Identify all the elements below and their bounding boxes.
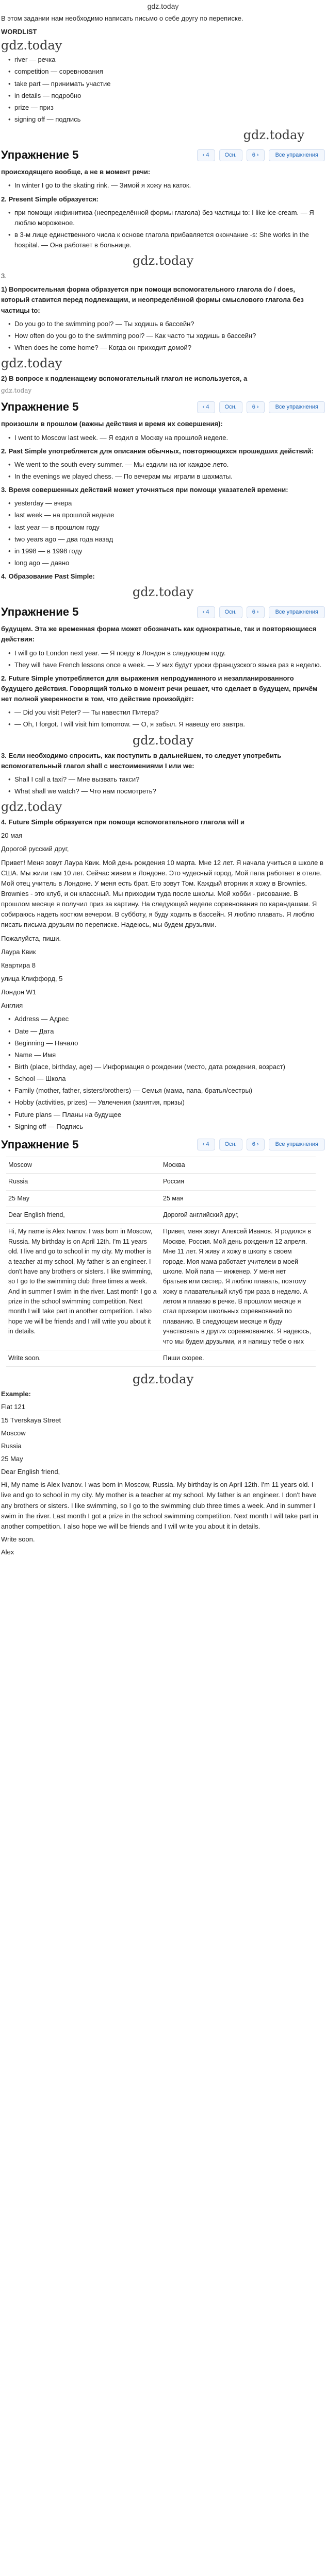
list-item: • Shall I call a taxi? — Мне вызвать такси? xyxy=(8,774,325,785)
section-lead: будущем. Эта же временная форма может обозначать как однократные, так и повторяющиеся действия: xyxy=(1,625,317,643)
exercise-nav-bar xyxy=(1,146,325,164)
address-line: Moscow xyxy=(1,1429,26,1437)
list-item: • Birth (place, birthday, age) — Информация о рождении (место, дата рождения, возраст) xyxy=(8,1062,325,1072)
table-row xyxy=(6,1174,316,1190)
table-cell-en: Write soon. xyxy=(6,1350,161,1366)
table-cell-en: Moscow xyxy=(6,1157,161,1173)
list-item: • I will go to London next year. — Я поеду в Лондон в следующем году. xyxy=(8,648,325,658)
table-cell-en: Hi, My name is Alex Ivanov. I was born in Moscow, Russia. My birthday is on April 12th. I'm 11 years old. I live and go to school in my city. My mother is a teacher at my school, My father is an engineer. I don't have any brothers or sisters. I like swimming, so I go to the swimming club three times a week. And in summer I swim in the river. Last month I go a prize in the school swimming competition. Next month I will take part in another competition. I also hope we will be friends and I will write you about it in details. xyxy=(6,1224,161,1350)
next-exercise-button[interactable]: 6 › xyxy=(247,606,265,618)
prev-exercise-button[interactable]: ‹ 4 xyxy=(197,401,215,413)
all-exercises-button[interactable]: Все упражнения xyxy=(269,1139,325,1150)
table-cell-en: 25 May xyxy=(6,1190,161,1207)
list-item: • signing off — подпись xyxy=(8,114,325,125)
site-header: gdz.today xyxy=(147,2,179,10)
list-item: • long ago — давно xyxy=(8,558,325,568)
prev-exercise-button[interactable]: ‹ 4 xyxy=(197,1139,215,1150)
prev-exercise-button[interactable]: ‹ 4 xyxy=(197,149,215,161)
example-list xyxy=(1,648,325,670)
example-list xyxy=(1,774,325,796)
letter-date: 25 May xyxy=(1,1455,23,1463)
table-cell-ru: Пиши скорее. xyxy=(161,1350,316,1366)
table-cell-en: Dear English friend, xyxy=(6,1207,161,1224)
section-lead: происходящего вообще, а не в момент речи: xyxy=(1,168,151,176)
list-item: • Address — Адрес xyxy=(8,1014,325,1024)
list-item: • Date — Дата xyxy=(8,1026,325,1037)
table-cell-en: Russia xyxy=(6,1174,161,1190)
list-item: • last year — в прошлом году xyxy=(8,522,325,533)
table-row xyxy=(6,1350,316,1366)
main-exercise-button[interactable]: Осн. xyxy=(219,606,242,618)
example-list xyxy=(1,498,325,568)
exercise-nav xyxy=(197,149,325,161)
wordlist-label: WORDLIST xyxy=(1,28,37,36)
next-exercise-button[interactable]: 6 › xyxy=(247,1139,265,1150)
watermark: gdz.today xyxy=(132,253,194,268)
exercise-title: Упражнение 5 xyxy=(1,1138,79,1151)
list-item: • When does he come home? — Когда он приходит домой? xyxy=(8,343,325,353)
wordlist xyxy=(1,55,325,125)
rule-paragraph: 4. Образование Past Simple: xyxy=(1,572,95,581)
exercise-nav-bar xyxy=(1,398,325,416)
watermark: gdz.today xyxy=(132,733,194,748)
letter-body: Hi, My name is Alex Ivanov. I was born in Moscow, Russia. My birthday is on April 12th. I'm 11 years old. I live and go to school in my city. My mother is a teacher at my school. My father is an engineer. I don't have any brothers or sisters. I like swimming, so I go to the swimming club three times a week. And in summer I swim in the river. Last month I got a prize in the school swimming competition. Next month I will take part in another competition. I also hope we will be friends and I will write you about it in details. xyxy=(1,1481,318,1530)
list-item: • Name — Имя xyxy=(8,1050,325,1060)
section-lead: произошли в прошлом (важны действия и время их совершения): xyxy=(1,420,223,428)
main-exercise-button[interactable]: Осн. xyxy=(219,401,242,413)
letter-date: 20 мая xyxy=(1,832,23,840)
list-item: • They will have French lessons once a week. — У них будут уроки французского языка раз в неделю. xyxy=(8,660,325,670)
table-row xyxy=(6,1190,316,1207)
prev-exercise-button[interactable]: ‹ 4 xyxy=(197,606,215,618)
watermark: gdz.today xyxy=(1,38,62,53)
table-cell-ru: Привет, меня зовут Алексей Иванов. Я родился в Москве, Россия. Мой день рождения 12 апреля. Мне 11 лет. Я живу и хожу в школу в своем городе. Моя мама работает учителем в моей школе. Мой папа — инженер. У меня нет братьев или сестер. Я люблю плавать, поэтому хожу в плавательный клуб три раза в неделю. А летом я плаваю в речке. В прошлом месяце я стал призером школьных соревнований по плаванию. В следующем месяце я буду участвовать в других соревнованиях. Я надеюсь, что мы будем друзьями, и я напишу тебе о них xyxy=(161,1224,316,1350)
example-list xyxy=(1,208,325,251)
exercise-title: Упражнение 5 xyxy=(1,605,79,619)
address-line: Russia xyxy=(1,1442,22,1450)
table-cell-ru: Москва xyxy=(161,1157,316,1173)
list-item: • take part — принимать участие xyxy=(8,79,325,89)
list-item: • School — Школа xyxy=(8,1074,325,1084)
example-list xyxy=(1,319,325,353)
list-item: • prize — приз xyxy=(8,103,325,113)
address-line: улица Клиффорд, 5 xyxy=(1,975,63,982)
rule-paragraph: 2. Present Simple образуется: xyxy=(1,195,99,203)
all-exercises-button[interactable]: Все упражнения xyxy=(269,401,325,413)
main-exercise-button[interactable]: Осн. xyxy=(219,1139,242,1150)
list-item: • We went to the south every summer. — Мы ездили на юг каждое лето. xyxy=(8,460,325,470)
letter-parts-list xyxy=(1,1014,325,1131)
table-cell-ru: Дорогой английский друг, xyxy=(161,1207,316,1224)
list-item: • two years ago — два года назад xyxy=(8,534,325,545)
intro-text: В этом задании нам необходимо написать письмо о себе другу по переписке. xyxy=(1,14,243,22)
watermark: gdz.today xyxy=(1,800,62,815)
letter-translation-table xyxy=(6,1157,316,1367)
list-item: • What shall we watch? — Что нам посмотреть? xyxy=(8,786,325,796)
exercise-title: Упражнение 5 xyxy=(1,400,79,414)
example-label: Example: xyxy=(1,1390,31,1398)
letter-closing: Write soon. xyxy=(1,1535,35,1543)
address-line: Flat 121 xyxy=(1,1403,25,1411)
exercise-nav xyxy=(197,1139,325,1150)
table-cell-ru: Россия xyxy=(161,1174,316,1190)
list-item: • In winter I go to the skating rink. — Зимой я хожу на каток. xyxy=(8,180,325,191)
rule-paragraph: 3. Время совершенных действий может уточняться при помощи указателей времени: xyxy=(1,486,288,494)
rule-paragraph: 2. Past Simple употребляется для описания обычных, повторяющихся прошедших действий: xyxy=(1,447,314,455)
watermark: gdz.today xyxy=(132,585,194,600)
all-exercises-button[interactable]: Все упражнения xyxy=(269,606,325,618)
watermark: gdz.today xyxy=(132,1372,194,1387)
list-item: • river — речка xyxy=(8,55,325,65)
list-item: • Signing off — Подпись xyxy=(8,1122,325,1132)
watermark: gdz.today xyxy=(1,356,62,371)
address-line: Англия xyxy=(1,1002,23,1010)
table-row xyxy=(6,1157,316,1173)
list-item: • How often do you go to the swimming pool? — Как часто ты ходишь в бассейн? xyxy=(8,331,325,341)
exercise-nav-bar xyxy=(1,603,325,621)
table-row xyxy=(6,1224,316,1350)
example-list xyxy=(1,433,325,443)
exercise-nav xyxy=(197,606,325,618)
list-item: • в 3-м лице единственного числа к основе глагола прибавляется окончание -s: She works in the hospital. — Она работает в больнице. xyxy=(8,230,325,250)
address-line: Лондон W1 xyxy=(1,988,37,996)
next-exercise-button[interactable]: 6 › xyxy=(247,401,265,413)
next-exercise-button[interactable]: 6 › xyxy=(247,149,265,161)
table-row xyxy=(6,1207,316,1224)
exercise-nav xyxy=(197,401,325,413)
all-exercises-button[interactable]: Все упражнения xyxy=(269,149,325,161)
address-line: Квартира 8 xyxy=(1,961,36,969)
list-item: • при помощи инфинитива (неопределённой формы глагола) без частицы to: I like ice-cream. — Я люблю мороженое. xyxy=(8,208,325,228)
list-item: • in details — подробно xyxy=(8,91,325,101)
example-list xyxy=(1,180,325,191)
letter-greeting: Dear English friend, xyxy=(1,1468,60,1476)
letter-signature: Alex xyxy=(1,1548,14,1556)
address-line: 15 Tverskaya Street xyxy=(1,1416,61,1424)
table-cell-ru: 25 мая xyxy=(161,1190,316,1207)
letter-closing: Пожалуйста, пиши. xyxy=(1,934,61,942)
exercise-nav-bar xyxy=(1,1136,325,1154)
list-item: • last week — на прошлой неделе xyxy=(8,510,325,520)
list-item: • Beginning — Начало xyxy=(8,1038,325,1048)
exercise-title: Упражнение 5 xyxy=(1,148,79,162)
rule-paragraph: 3. xyxy=(1,272,7,280)
list-item: • Family (mother, father, sisters/brothers) — Семья (мама, папа, братья/сестры) xyxy=(8,1086,325,1096)
rule-paragraph: 3. Если необходимо спросить, как поступить в дальнейшем, то следует употребить вспомогательный глагол shall с местоимениями I или we: xyxy=(1,751,282,770)
list-item: • Do you go to the swimming pool? — Ты ходишь в бассейн? xyxy=(8,319,325,329)
example-list xyxy=(1,707,325,730)
example-list xyxy=(1,460,325,482)
watermark: gdz.today xyxy=(243,128,304,143)
letter-greeting: Дорогой русский друг, xyxy=(1,845,69,853)
list-item: • Hobby (activities, prizes) — Увлечения (занятия, призы) xyxy=(8,1097,325,1108)
list-item: • — Did you visit Peter? — Ты навестил Питера? xyxy=(8,707,325,718)
list-item: • In the evenings we played chess. — По вечерам мы играли в шахматы. xyxy=(8,471,325,482)
example-letter xyxy=(1,1389,325,1557)
watermark: gdz.today xyxy=(1,387,32,395)
list-item: • in 1998 — в 1998 году xyxy=(8,546,325,556)
letter-signature: Лаура Квик xyxy=(1,947,36,956)
list-item: • I went to Moscow last week. — Я ездил в Москву на прошлой неделе. xyxy=(8,433,325,443)
rule-paragraph: 2) В вопросе к подлежащему вспомогательный глагол не используется, а xyxy=(1,375,248,383)
rule-paragraph: 1) Вопросительная форма образуется при помощи вспомогательного глагола do / does, который ставится перед подлежащим, и неопределённой формы смыслового глагола без частицы to: xyxy=(1,285,304,314)
main-exercise-button[interactable]: Осн. xyxy=(219,149,242,161)
list-item: • — Oh, I forgot. I will visit him tomorrow. — О, я забыл. Я навещу его завтра. xyxy=(8,719,325,730)
rule-paragraph: 4. Future Simple образуется при помощи вспомогательного глагола will и xyxy=(1,818,244,826)
list-item: • competition — соревнования xyxy=(8,66,325,77)
rule-paragraph: 2. Future Simple употребляется для выражения непродуманного и незапланированного будущего действия. Говорящий только в момент речи решает, что сделает в будущем, причём нет полной уверенности в том, что действие произойдёт: xyxy=(1,674,318,703)
letter-body: Привет! Меня зовут Лаура Квик. Мой день рождения 10 марта. Мне 12 лет. Я начала учиться в школе в США. Мы жили там 10 лет. Сейчас живем в Лондоне. Это чудесный город. Мой папа работает в отеле. Мой отец учитель в Лондоне. У меня есть брат. Его зовут Том. Каждый вторник я хожу в Brownies. Brownies - это клуб, и он классный. Мы приходим туда после школы. Мой хобби - рисование. В прошлом месяце я получил приз за картину. На следующей неделе соревнования по карандашам. Я собираюсь надеть костюм вечером. В субботу, я буду ходить в бассейн. Я люблю плавать. Я люблю писать письма друзьям по переписке. Надеюсь, мы будем друзьями. xyxy=(1,858,323,929)
list-item: • yesterday — вчера xyxy=(8,498,325,509)
list-item: • Future plans — Планы на будущее xyxy=(8,1110,325,1120)
